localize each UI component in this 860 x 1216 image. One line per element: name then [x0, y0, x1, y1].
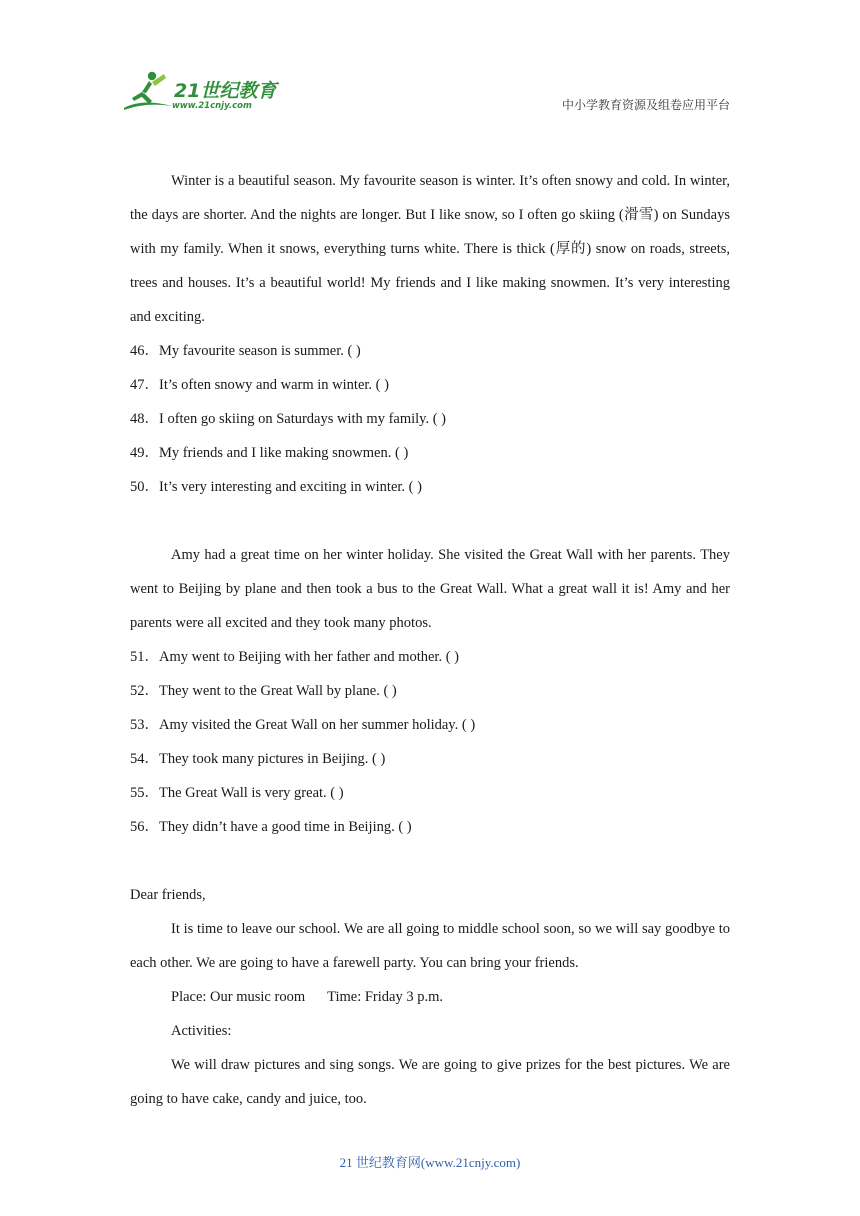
question-51: [130, 640, 730, 674]
party-time: Time: Friday 3 p.m.: [327, 989, 443, 1005]
passage-2-questions: [130, 640, 730, 844]
question-number: 52．: [130, 683, 159, 699]
party-place: Place: Our music room: [171, 989, 306, 1005]
question-47: [130, 368, 730, 402]
question-50: [130, 470, 730, 504]
question-54: [130, 742, 730, 776]
question-text: They went to the Great Wall by plane. ( ): [159, 683, 397, 699]
question-text: It’s very interesting and exciting in winter. ( ): [159, 479, 422, 495]
question-text: I often go skiing on Saturdays with my family. ( ): [159, 411, 447, 427]
passage-2-text: Amy had a great time on her winter holiday. She visited the Great Wall with her parents. They went to Beijing by plane and then took a bus to the Great Wall. What a great wall it is! Amy and her parents were all excited and they took many photos.: [130, 547, 730, 631]
site-logo: [122, 68, 292, 114]
letter-greeting: Dear friends,: [130, 887, 206, 903]
question-number: 47．: [130, 377, 159, 393]
question-52: [130, 674, 730, 708]
question-number: 46．: [130, 343, 159, 359]
passage-1-text: Winter is a beautiful season. My favourite season is winter. It’s often snowy and cold. In winter, the days are shorter. And the nights are longer. But I like snow, so I often go skiing (滑雪) on Sundays with my family. When it snows, everything turns white. There is thick (厚的) snow on roads, streets, trees and houses. It’s a beautiful world! My friends and I like making snowmen. It’s very interesting and exciting.: [130, 173, 730, 325]
question-text: They didn’t have a good time in Beijing. ( ): [159, 819, 412, 835]
header-tagline: 中小学教育资源及组卷应用平台: [561, 98, 730, 112]
question-text: They took many pictures in Beijing. ( ): [159, 751, 386, 767]
passage-1-questions: [130, 334, 730, 504]
question-text: My friends and I like making snowmen. ( ): [159, 445, 409, 461]
question-number: 51．: [130, 649, 159, 665]
section-gap: [130, 844, 730, 878]
question-number: 49．: [130, 445, 159, 461]
page-footer: 21 世纪教育网(www.21cnjy.com): [339, 1155, 521, 1170]
question-53: [130, 708, 730, 742]
question-number: 54．: [130, 751, 159, 767]
question-text: It’s often snowy and warm in winter. ( ): [159, 377, 389, 393]
question-number: 48．: [130, 411, 159, 427]
question-55: [130, 776, 730, 810]
question-number: 56．: [130, 819, 159, 835]
document-body: [130, 164, 730, 1116]
page-header: [0, 0, 860, 130]
question-46: [130, 334, 730, 368]
question-number: 53．: [130, 717, 159, 733]
question-48: [130, 402, 730, 436]
question-text: The Great Wall is very great. ( ): [159, 785, 344, 801]
question-number: 50．: [130, 479, 159, 495]
question-text: My favourite season is summer. ( ): [159, 343, 361, 359]
question-number: 55．: [130, 785, 159, 801]
party-details: [130, 980, 730, 1014]
logo-text: 21世纪教育: [174, 80, 277, 102]
question-56: [130, 810, 730, 844]
letter-body: It is time to leave our school. We are all going to middle school soon, so we will say goodbye to each other. We are going to have a farewell party. You can bring your friends.: [130, 921, 730, 971]
question-49: [130, 436, 730, 470]
section-gap: [130, 504, 730, 538]
question-text: Amy visited the Great Wall on her summer holiday. ( ): [159, 717, 476, 733]
activities-text: We will draw pictures and sing songs. We are going to give prizes for the best pictures. We are going to have cake, candy and juice, too.: [130, 1057, 730, 1107]
logo-url: www.21cnjy.com: [172, 101, 252, 111]
runner-logo-icon: [122, 68, 178, 114]
activities-label: Activities:: [171, 1023, 232, 1039]
question-text: Amy went to Beijing with her father and mother. ( ): [159, 649, 459, 665]
